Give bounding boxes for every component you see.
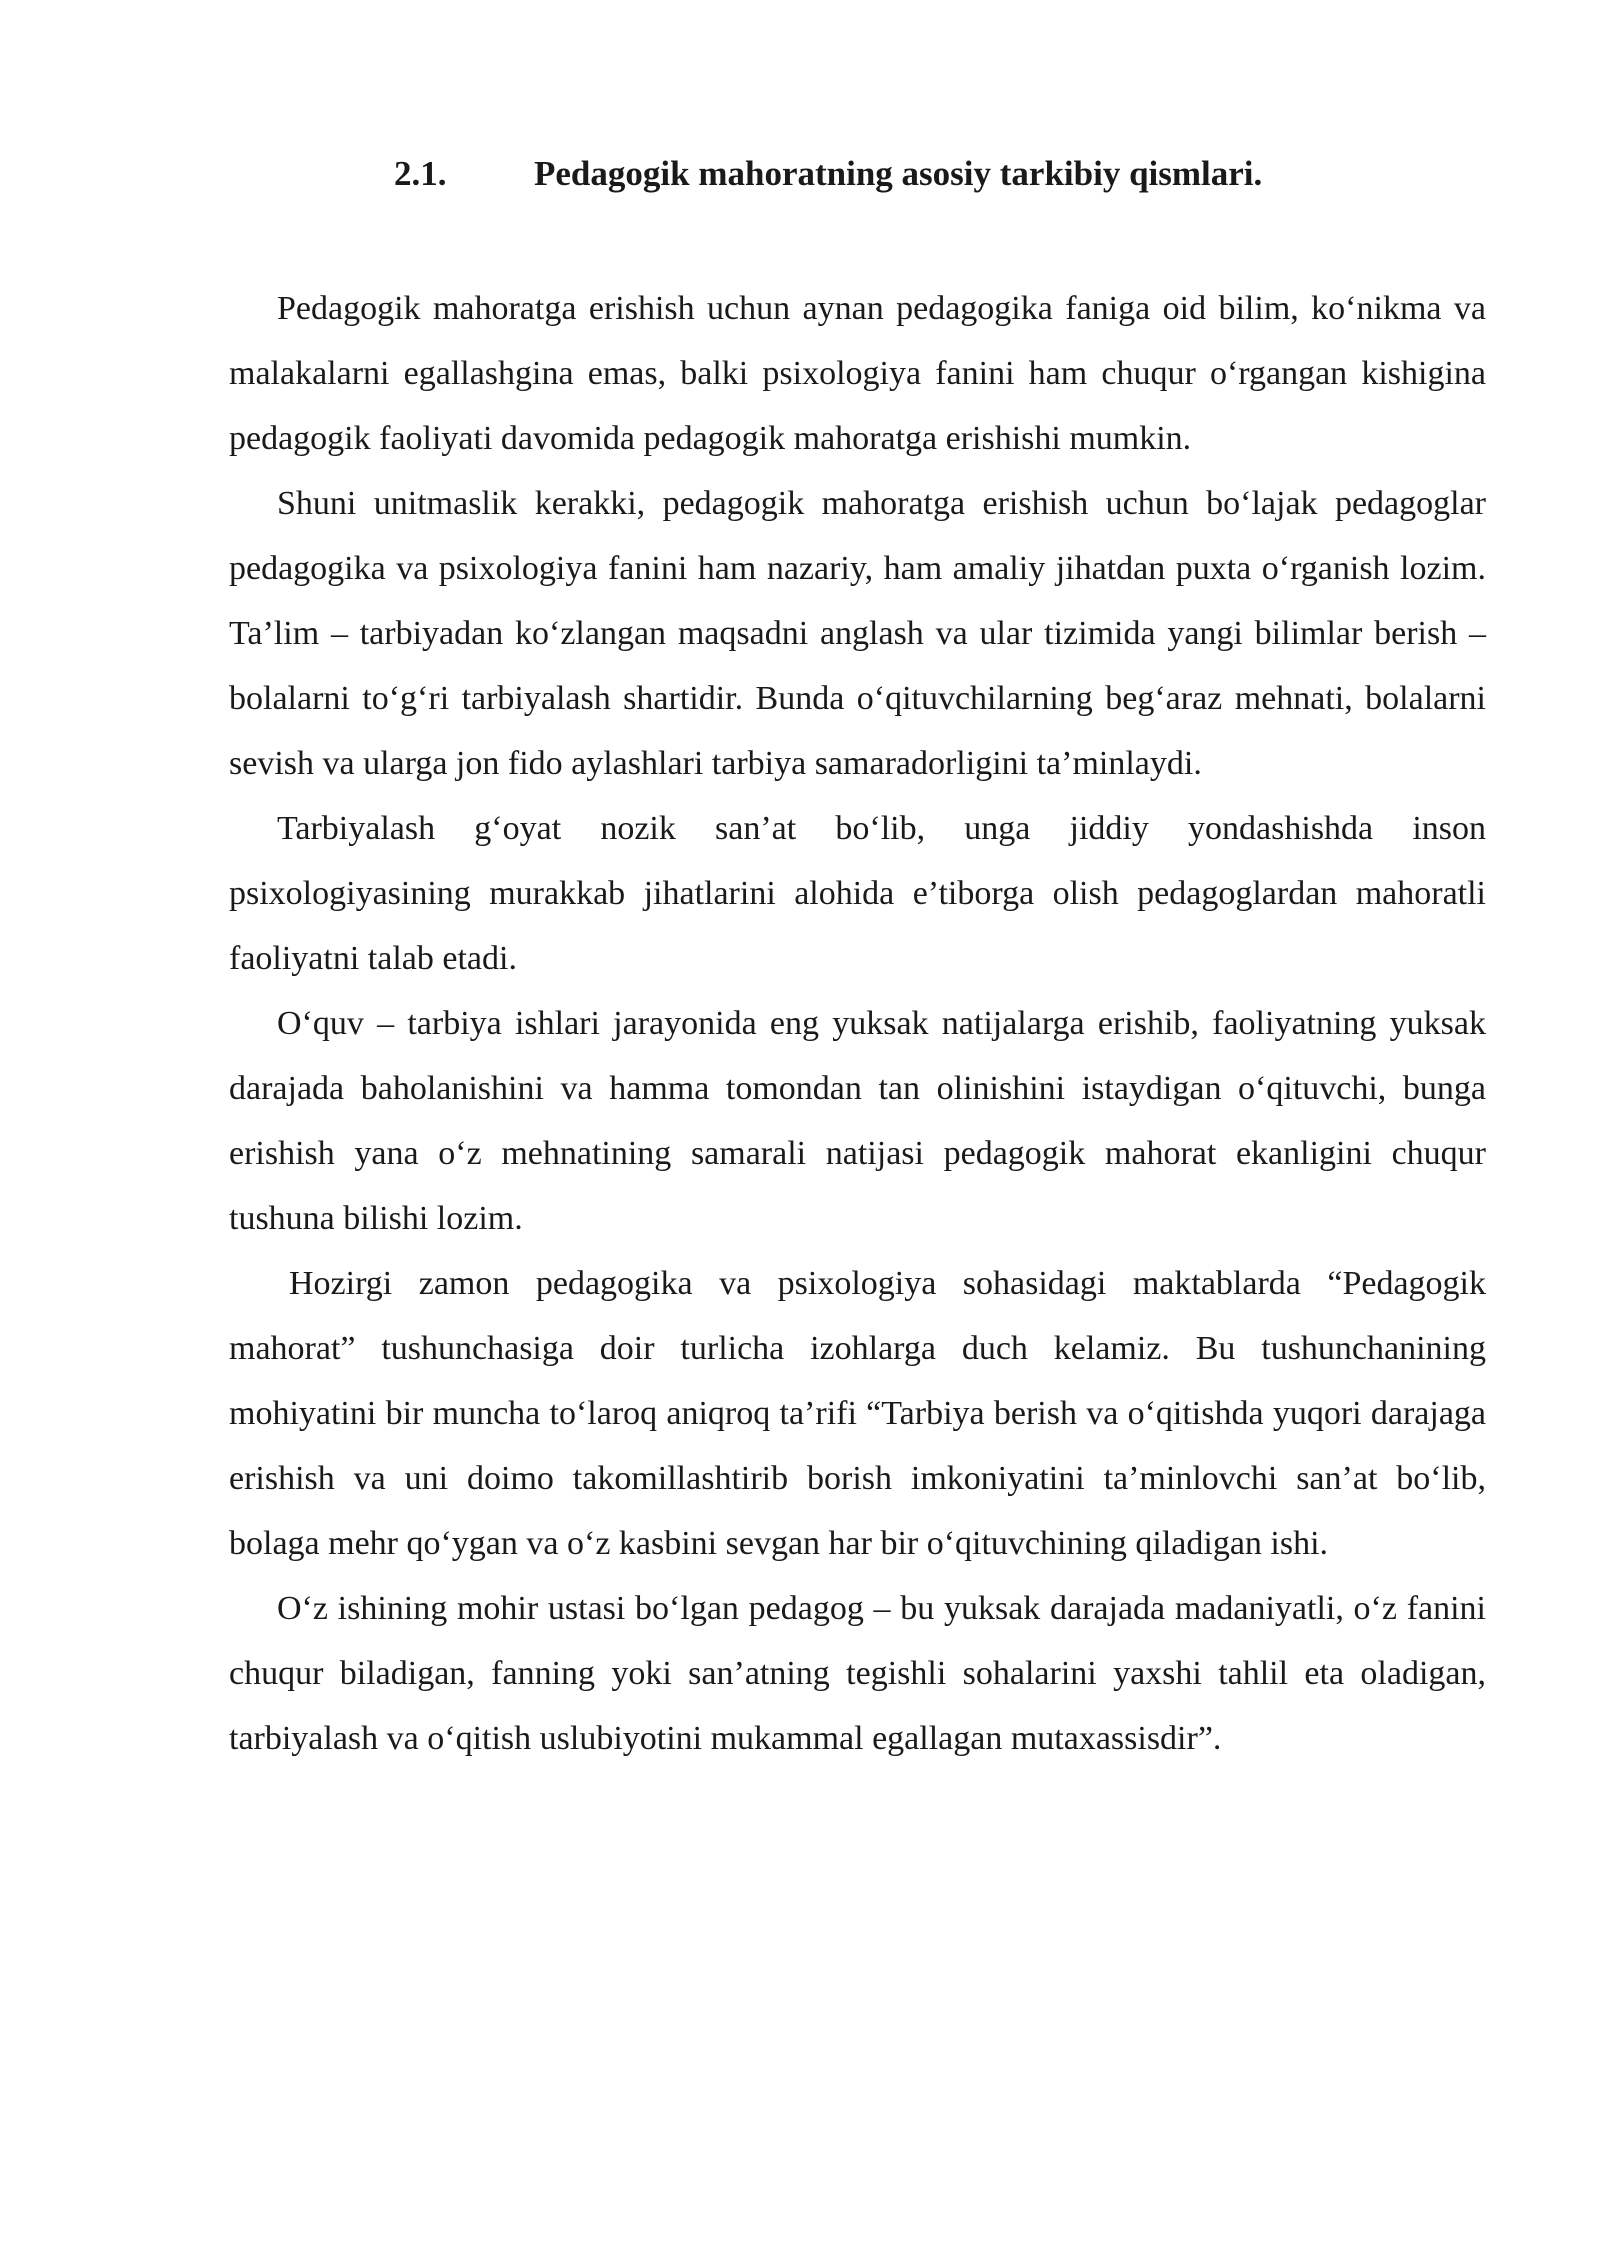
body-text bbox=[229, 276, 1486, 1771]
section-heading bbox=[394, 150, 1262, 198]
paragraph: O‘z ishining mohir ustasi bo‘lgan pedagog – bu yuksak darajada madaniyatli, o‘z fanini chuqur biladigan, fanning yoki san’atning tegishli sohalarini yaxshi tahlil eta oladigan, tarbiyalash va o‘qitish uslubiyotini mukammal egallagan mutaxassisdir”. bbox=[229, 1590, 1486, 1757]
paragraph: Shuni unitmaslik kerakki, pedagogik mahoratga erishish uchun bo‘lajak pedagoglar pedagogika va psixologiya fanini ham nazariy, ham amaliy jihatdan puxta o‘rganish lozim. Ta’lim – tarbiyadan ko‘zlangan maqsadni anglash va ular tizimida yangi bilimlar berish – bolalarni to‘g‘ri tarbiyalash shartidir. Bunda o‘qituvchilarning beg‘araz mehnati, bolalarni sevish va ularga jon fido aylashlari tarbiya samaradorligini ta’minlaydi. bbox=[229, 485, 1486, 782]
section-title: Pedagogik mahoratning asosiy tarkibiy qismlari. bbox=[534, 154, 1263, 193]
section-number: 2.1. bbox=[394, 154, 447, 193]
paragraph: O‘quv – tarbiya ishlari jarayonida eng yuksak natijalarga erishib, faoliyatning yuksak darajada baholanishini va hamma tomondan tan olinishini istaydigan o‘qituvchi, bunga erishish yana o‘z mehnatining samarali natijasi pedagogik mahorat ekanligini chuqur tushuna bilishi lozim. bbox=[229, 1005, 1486, 1237]
paragraph: Tarbiyalash g‘oyat nozik san’at bo‘lib, unga jiddiy yondashishda inson psixologiyasining murakkab jihatlarini alohida e’tiborga olish pedagoglardan mahoratli faoliyatni talab etadi. bbox=[229, 810, 1486, 977]
paragraph: Pedagogik mahoratga erishish uchun aynan pedagogika faniga oid bilim, ko‘nikma va malakalarni egallashgina emas, balki psixologiya fanini ham chuqur o‘rgangan kishigina pedagogik faoliyati davomida pedagogik mahoratga erishishi mumkin. bbox=[229, 290, 1486, 457]
paragraph: Hozirgi zamon pedagogika va psixologiya sohasidagi maktablarda “Pedagogik mahorat” tushunchasiga doir turlicha izohlarga duch kelamiz. Bu tushunchanining mohiyatini bir muncha to‘laroq aniqroq ta’rifi “Tarbiya berish va o‘qitishda yuqori darajaga erishish va uni doimo takomillashtirib borish imkoniyatini ta’minlovchi san’at bo‘lib, bolaga mehr qo‘ygan va o‘z kasbini sevgan har bir o‘qituvchining qiladigan ishi. bbox=[229, 1265, 1486, 1562]
